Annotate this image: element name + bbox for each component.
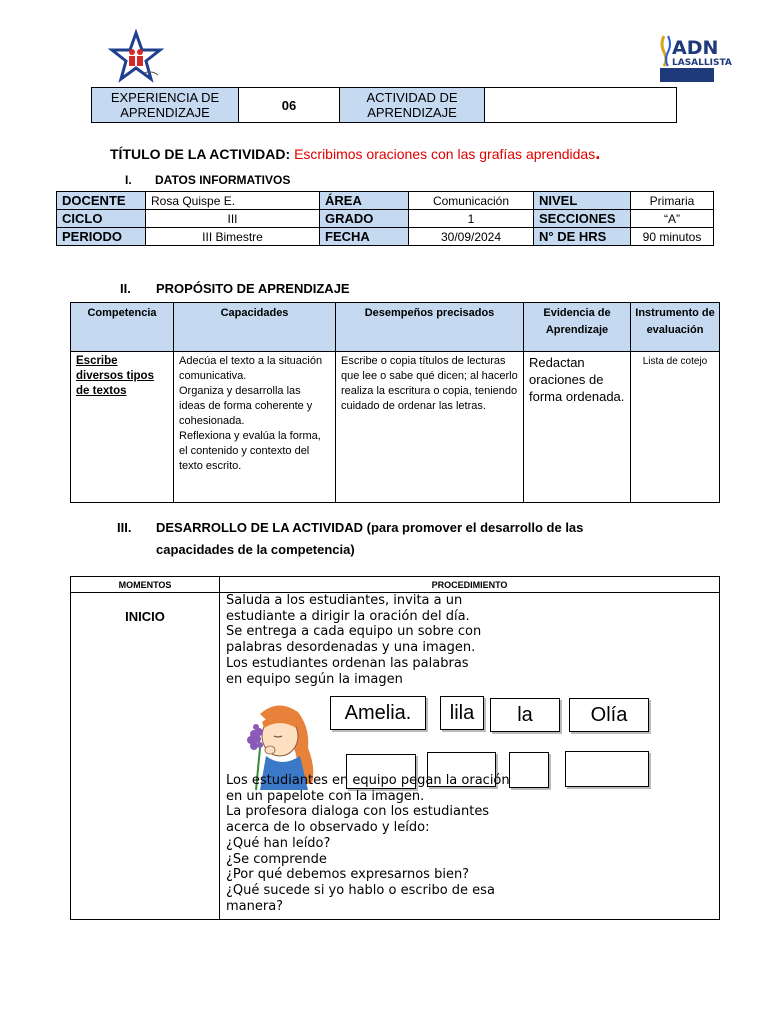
section-proposito-heading: [120, 281, 350, 296]
section-title: DATOS INFORMATIVOS: [155, 173, 291, 187]
col-competencia: Competencia: [71, 303, 174, 352]
word-card-lila: lila: [440, 696, 484, 730]
blank-card-4: [565, 751, 649, 787]
momento-inicio: INICIO: [71, 593, 220, 920]
hrs-label: N° DE HRS: [534, 228, 631, 246]
section-desarrollo-heading: [117, 517, 583, 561]
blank-card-3: [509, 752, 549, 788]
section-title-line2: capacidades de la competencia): [156, 542, 355, 557]
col-desempenos: Desempeños precisados: [336, 303, 524, 352]
area-label: ÁREA: [320, 192, 409, 210]
nivel-value: Primaria: [631, 192, 714, 210]
col-procedimiento: PROCEDIMIENTO: [220, 577, 720, 593]
proposito-table: [70, 302, 720, 503]
col-evidencia: Evidencia de Aprendizaje: [524, 303, 631, 352]
section-title: PROPÓSITO DE APRENDIZAJE: [156, 281, 350, 296]
secciones-label: SECCIONES: [534, 210, 631, 228]
instrumento-cell: Lista de cotejo: [631, 352, 720, 503]
desempenos-cell: Escribe o copia títulos de lecturas que lee o sabe qué dicen; al hacerlo realiza la escritura o copia, teniendo cuidado de ordenar las letras.: [336, 352, 524, 503]
hrs-value: 90 minutos: [631, 228, 714, 246]
ciclo-label: CICLO: [57, 210, 146, 228]
word-card-amelia: Amelia.: [330, 696, 426, 730]
fecha-value: 30/09/2024: [409, 228, 534, 246]
nivel-label: NIVEL: [534, 192, 631, 210]
title-label: TÍTULO DE LA ACTIVIDAD:: [110, 146, 291, 162]
grado-value: 1: [409, 210, 534, 228]
col-instrumento: Instrumento de evaluación: [631, 303, 720, 352]
section-num: II.: [120, 281, 131, 296]
evidencia-cell: Redactan oraciones de forma ordenada.: [524, 352, 631, 503]
section-num: I.: [125, 173, 132, 187]
actividad-label: ACTIVIDAD DE APRENDIZAJE: [340, 88, 485, 123]
col-capacidades: Capacidades: [174, 303, 336, 352]
actividad-value: [485, 88, 677, 123]
adn-lasallista-logo: [658, 32, 732, 84]
adn-text: ADN: [672, 37, 719, 59]
experiencia-label: EXPERIENCIA DE APRENDIZAJE: [92, 88, 239, 123]
competencia-cell: Escribe diversos tipos de textos: [71, 352, 174, 503]
secciones-value: “A”: [631, 210, 714, 228]
periodo-label: PERIODO: [57, 228, 146, 246]
procedimiento-text-bottom: Los estudiantes en equipo pegan la oración en un papelote con la imagen. La profesora dialoga con los estudiantes acerca de lo observado y leído: ¿Qué han leído? ¿Se comprende ¿Por qué debemos expresarnos bien? ¿Qué sucede si yo hablo o escribo de esa manera?: [226, 773, 510, 914]
section-num: III.: [117, 520, 132, 535]
capacidades-cell: Adecúa el texto a la situación comunicativa. Organiza y desarrolla las ideas de forma coherente y cohesionada. Reflexiona y evalúa la forma, el contenido y contexto del texto escrito.: [174, 352, 336, 503]
col-momentos: MOMENTOS: [71, 577, 220, 593]
header-table: [91, 87, 677, 123]
section-title-line1: DESARROLLO DE LA ACTIVIDAD (para promover el desarrollo de las: [156, 520, 584, 535]
grado-label: GRADO: [320, 210, 409, 228]
experiencia-value: 06: [239, 88, 340, 123]
activity-title: [110, 143, 600, 164]
datos-table: [56, 191, 714, 246]
periodo-value: III Bimestre: [146, 228, 320, 246]
docente-label: DOCENTE: [57, 192, 146, 210]
procedimiento-cell: [220, 593, 719, 919]
ciclo-value: III: [146, 210, 320, 228]
desarrollo-table: [70, 576, 720, 920]
procedimiento-text-top: Saluda a los estudiantes, invita a un estudiante a dirigir la oración del día. Se entrega a cada equipo un sobre con palabras desordenadas y una imagen. Los estudiantes ordenan las palabras en equipo según la imagen: [226, 593, 482, 687]
word-card-olia: Olía: [569, 698, 649, 732]
area-value: Comunicación: [409, 192, 534, 210]
fecha-label: FECHA: [320, 228, 409, 246]
title-dot: .: [595, 143, 601, 163]
word-card-la: la: [490, 698, 560, 732]
school-logo: [108, 30, 166, 86]
title-value: Escribimos oraciones con las grafías aprendidas: [294, 146, 596, 162]
docente-value: Rosa Quispe E.: [146, 192, 320, 210]
lasallista-text: LASALLISTA: [672, 58, 732, 68]
section-datos-heading: [125, 173, 290, 187]
